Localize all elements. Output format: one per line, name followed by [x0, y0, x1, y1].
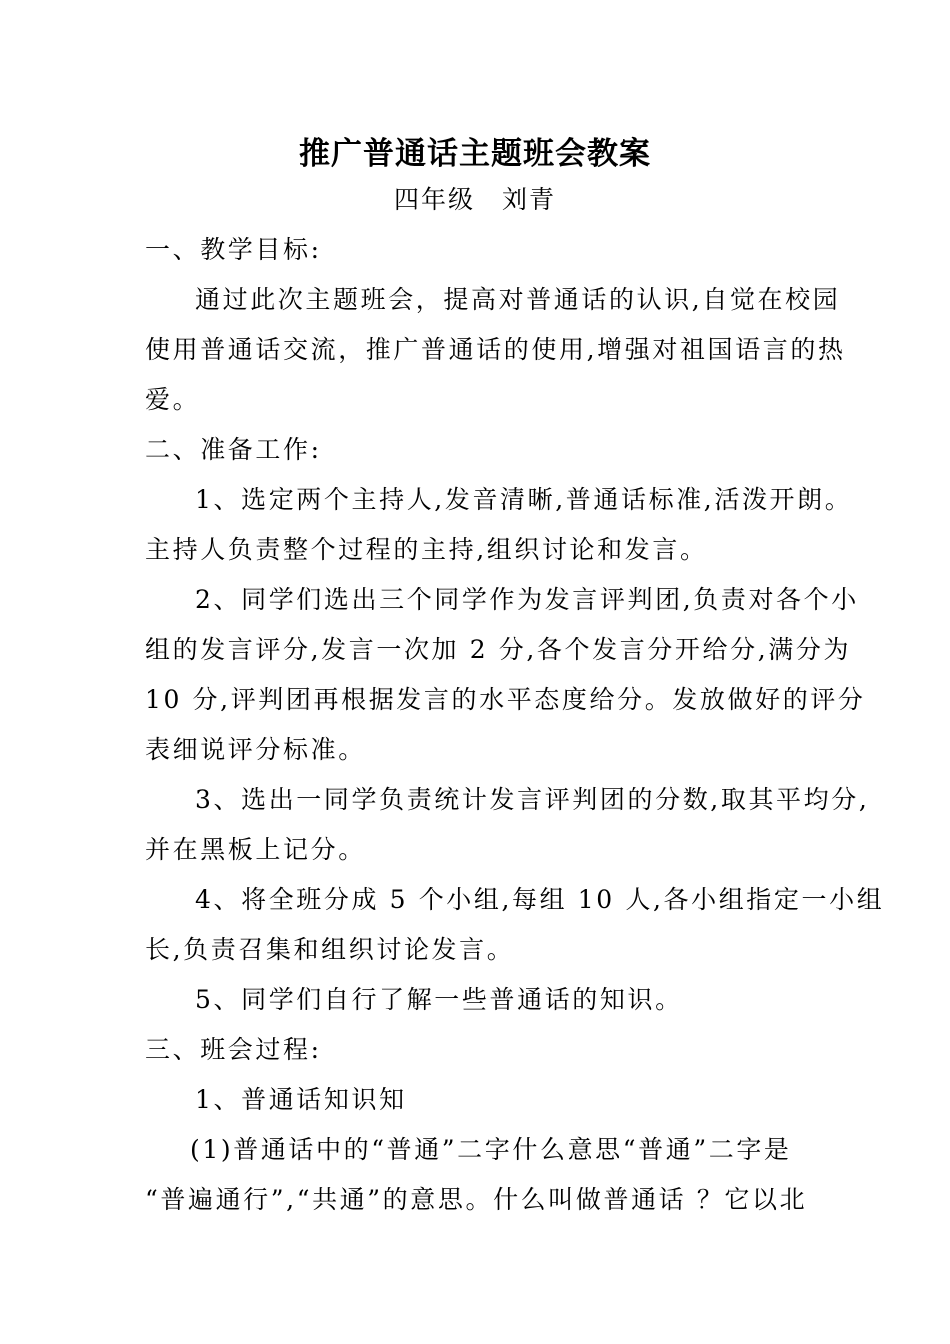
paragraph-line: 表细说评分标准。	[145, 735, 366, 764]
section-heading-goals: 一、教学目标:	[145, 235, 322, 264]
paragraph-line: 1、选定两个主持人,发音清晰,普通话标准,活泼开朗。	[195, 485, 853, 514]
paragraph-line: 组的发言评分,发言一次加 2 分,各个发言分开给分,满分为	[145, 635, 852, 664]
paragraph-line: 3、选出一同学负责统计发言评判团的分数,取其平均分,	[195, 785, 870, 814]
paragraph-line: 2、同学们选出三个同学作为发言评判团,负责对各个小	[195, 585, 859, 614]
paragraph-line: 通过此次主题班会，提高对普通话的认识,自觉在校园	[195, 285, 841, 314]
paragraph-line: 10 分,评判团再根据发言的水平态度给分。发放做好的评分	[145, 685, 866, 714]
paragraph-line: 长,负责召集和组织讨论发言。	[145, 935, 515, 964]
paragraph-line: (1)普通话中的“普通”二字什么意思“普通”二字是	[190, 1135, 792, 1164]
document-title: 推广普通话主题班会教案	[299, 136, 651, 172]
paragraph-line: “普遍通行”,“共通”的意思。什么叫做普通话 ？它以北	[145, 1185, 808, 1214]
paragraph-line: 使用普通话交流，推广普通话的使用,增强对祖国语言的热	[145, 335, 846, 364]
paragraph-line: 主持人负责整个过程的主持,组织讨论和发言。	[145, 535, 708, 564]
paragraph-line: 4、将全班分成 5 个小组,每组 10 人,各小组指定一小组	[195, 885, 885, 914]
document-author: 四年级 刘青	[393, 185, 556, 214]
paragraph-line: 并在黑板上记分。	[145, 835, 366, 864]
subsection-heading: 1、普通话知识知	[195, 1085, 407, 1114]
paragraph-line: 5、同学们自行了解一些普通话的知识。	[195, 985, 683, 1014]
paragraph-line: 爱。	[145, 385, 201, 414]
section-heading-process: 三、班会过程:	[145, 1035, 322, 1064]
section-heading-preparation: 二、准备工作:	[145, 435, 322, 464]
